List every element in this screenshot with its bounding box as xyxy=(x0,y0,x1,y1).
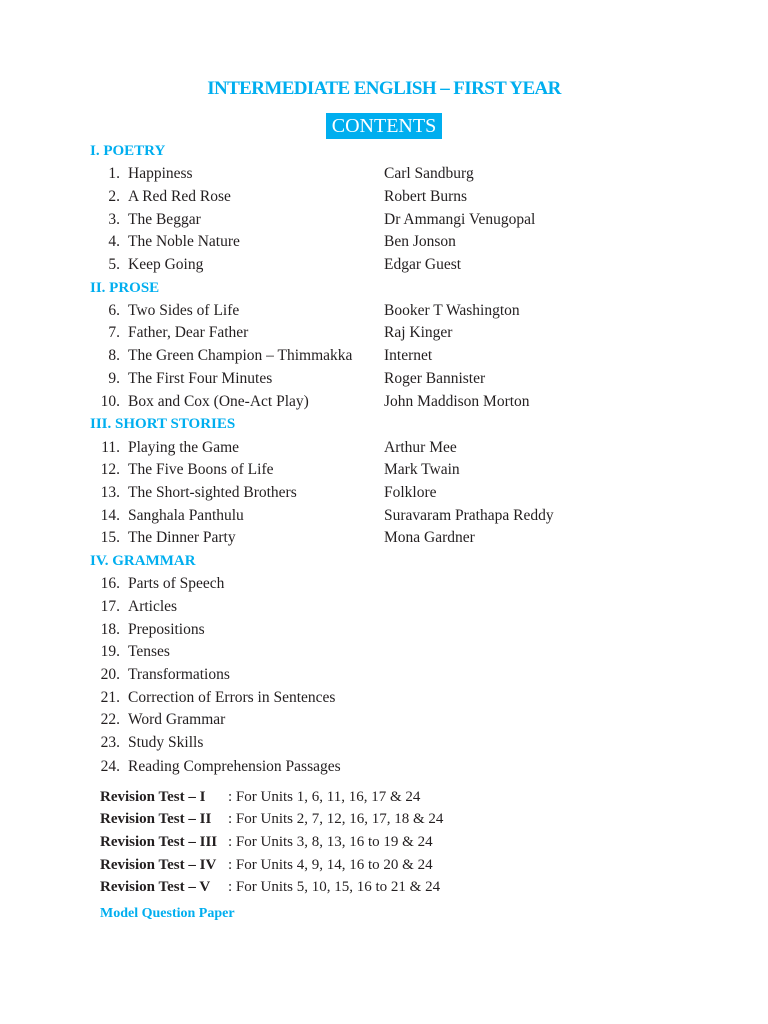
revision-test-label: Revision Test – II xyxy=(100,811,212,827)
toc-title: A Red Red Rose xyxy=(128,188,231,205)
toc-title: The Short-sighted Brothers xyxy=(128,484,297,501)
toc-number: 10. xyxy=(100,393,120,410)
toc-row xyxy=(0,641,768,663)
toc-row xyxy=(0,687,768,709)
toc-author: John Maddison Morton xyxy=(384,393,530,410)
toc-title: Study Skills xyxy=(128,734,204,751)
toc-number: 18. xyxy=(100,621,120,638)
toc-row xyxy=(0,254,768,276)
toc-title: Two Sides of Life xyxy=(128,302,240,319)
toc-row xyxy=(0,573,768,595)
revision-test-label: Revision Test – IV xyxy=(100,857,217,873)
toc-row xyxy=(0,368,768,390)
contents-heading-wrap xyxy=(0,113,768,139)
toc-author: Booker T Washington xyxy=(384,302,520,319)
toc-author: Dr Ammangi Venugopal xyxy=(384,211,536,228)
section-heading-short-stories: III. SHORT STORIES xyxy=(90,416,236,432)
toc-author: Ben Jonson xyxy=(384,233,456,250)
toc-number: 24. xyxy=(100,758,120,775)
toc-author: Mark Twain xyxy=(384,461,460,478)
toc-title: Keep Going xyxy=(128,256,204,273)
page-title: INTERMEDIATE ENGLISH – FIRST YEAR xyxy=(207,78,561,99)
toc-row xyxy=(0,596,768,618)
section-heading-prose: II. PROSE xyxy=(90,280,160,296)
toc-author: Mona Gardner xyxy=(384,529,475,546)
toc-title: Playing the Game xyxy=(128,439,240,456)
section-heading-poetry: I. POETRY xyxy=(90,143,166,159)
toc-row xyxy=(0,163,768,185)
toc-row xyxy=(0,231,768,253)
toc-row xyxy=(0,186,768,208)
section-heading-grammar: IV. GRAMMAR xyxy=(90,553,196,569)
toc-number: 1. xyxy=(108,165,120,182)
toc-row xyxy=(0,709,768,731)
toc-author: Edgar Guest xyxy=(384,256,462,273)
toc-title: Word Grammar xyxy=(128,711,226,728)
toc-number: 23. xyxy=(100,734,120,751)
toc-number: 22. xyxy=(100,711,120,728)
toc-title: Prepositions xyxy=(128,621,205,638)
revision-test-units: : For Units 4, 9, 14, 16 to 20 & 24 xyxy=(228,857,433,873)
toc-row xyxy=(0,322,768,344)
toc-row xyxy=(0,664,768,686)
toc-row xyxy=(0,459,768,481)
toc-row xyxy=(0,391,768,413)
toc-number: 20. xyxy=(100,666,120,683)
toc-author: Suravaram Prathapa Reddy xyxy=(384,507,554,524)
toc-title: The First Four Minutes xyxy=(128,370,273,387)
model-question-paper: Model Question Paper xyxy=(100,906,235,921)
toc-row xyxy=(0,527,768,549)
toc-title: Tenses xyxy=(128,643,170,660)
revision-test-row xyxy=(100,808,443,830)
contents-heading: CONTENTS xyxy=(326,113,442,139)
revision-test-units: : For Units 5, 10, 15, 16 to 21 & 24 xyxy=(228,879,441,895)
toc-number: 15. xyxy=(100,529,120,546)
toc-number: 9. xyxy=(108,370,120,387)
toc-title: Reading Comprehension Passages xyxy=(128,758,341,775)
toc-title: Transformations xyxy=(128,666,230,683)
toc-row xyxy=(0,756,768,778)
toc-author: Arthur Mee xyxy=(384,439,457,456)
toc-row xyxy=(0,482,768,504)
toc-number: 12. xyxy=(100,461,120,478)
toc-row xyxy=(0,732,768,754)
toc-title: Sanghala Panthulu xyxy=(128,507,244,524)
toc-title: Box and Cox (One-Act Play) xyxy=(128,393,309,410)
toc-number: 2. xyxy=(108,188,120,205)
toc-number: 16. xyxy=(100,575,120,592)
toc-title: The Five Boons of Life xyxy=(128,461,274,478)
toc-title: Father, Dear Father xyxy=(128,324,249,341)
toc-number: 19. xyxy=(100,643,120,660)
revision-test-units: : For Units 1, 6, 11, 16, 17 & 24 xyxy=(228,789,421,805)
toc-number: 3. xyxy=(108,211,120,228)
toc-number: 17. xyxy=(100,598,120,615)
toc-number: 11. xyxy=(101,439,120,456)
revision-test-label: Revision Test – I xyxy=(100,789,206,805)
toc-title: Happiness xyxy=(128,165,193,182)
toc-row xyxy=(0,345,768,367)
toc-author: Roger Bannister xyxy=(384,370,486,387)
toc-number: 5. xyxy=(108,256,120,273)
toc-title: Parts of Speech xyxy=(128,575,225,592)
toc-number: 14. xyxy=(100,507,120,524)
toc-title: The Dinner Party xyxy=(128,529,236,546)
toc-author: Carl Sandburg xyxy=(384,165,474,182)
toc-number: 21. xyxy=(100,689,120,706)
revision-test-units: : For Units 2, 7, 12, 16, 17, 18 & 24 xyxy=(228,811,444,827)
revision-test-label: Revision Test – III xyxy=(100,834,218,850)
toc-title: The Beggar xyxy=(128,211,201,228)
toc-author: Raj Kinger xyxy=(384,324,453,341)
toc-number: 7. xyxy=(108,324,120,341)
toc-title: The Green Champion – Thimmakka xyxy=(128,347,353,364)
toc-row xyxy=(0,619,768,641)
toc-title: The Noble Nature xyxy=(128,233,240,250)
revision-test-row xyxy=(100,786,420,808)
revision-test-row xyxy=(100,876,440,898)
toc-author: Robert Burns xyxy=(384,188,468,205)
toc-title: Articles xyxy=(128,598,178,615)
toc-title: Correction of Errors in Sentences xyxy=(128,689,336,706)
toc-row xyxy=(0,300,768,322)
revision-test-row xyxy=(100,854,433,876)
revision-test-label: Revision Test – V xyxy=(100,879,211,895)
toc-author: Folklore xyxy=(384,484,437,501)
revision-test-row xyxy=(100,831,433,853)
toc-row xyxy=(0,209,768,231)
toc-number: 13. xyxy=(100,484,120,501)
toc-number: 8. xyxy=(108,347,120,364)
toc-row xyxy=(0,437,768,459)
toc-number: 6. xyxy=(108,302,120,319)
toc-number: 4. xyxy=(108,233,120,250)
revision-test-units: : For Units 3, 8, 13, 16 to 19 & 24 xyxy=(228,834,433,850)
toc-row xyxy=(0,505,768,527)
toc-author: Internet xyxy=(384,347,433,364)
